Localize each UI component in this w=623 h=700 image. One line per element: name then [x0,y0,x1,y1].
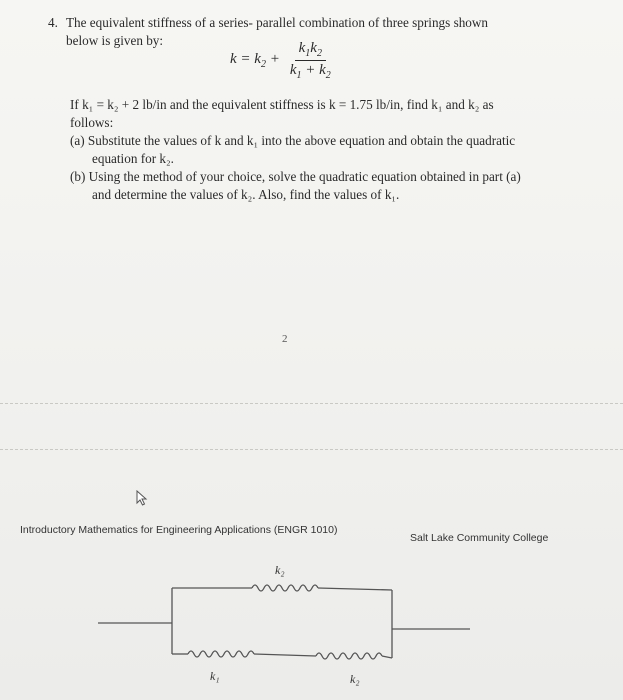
formula-numerator: $k_1k_2$ [295,40,326,61]
page-number: 2 [282,333,288,345]
bottom-springs-series [172,651,392,659]
given-line-1: If k₁ = k₂ + 2 lb/in and the equivalent stiffness is k = 1.75 lb/in, find k₁ and k₂ as [70,97,494,112]
part-b [70,168,590,204]
part-a [70,132,590,168]
given-line-2: follows: [70,115,114,130]
course-title: Introductory Mathematics for Engineering Applications (ENGR 1010) [20,524,338,536]
mouse-cursor-icon [135,490,149,506]
top-spring-label: k₂ [275,563,285,577]
part-b-line-2: and determine the values of k₂. Also, find the values of k₁. [92,187,400,202]
bottom-right-spring-label: k₂ [350,672,360,686]
college-name: Salt Lake Community College [410,532,549,544]
given-conditions [70,96,590,204]
problem-number: 4. [48,15,58,30]
formula-fraction [286,40,335,81]
spring-diagram [0,550,623,700]
page-divider-bottom [0,449,623,450]
part-a-line-2: equation for k₂. [92,151,174,166]
part-b-line-1: (b) Using the method of your choice, solve the quadratic equation obtained in part (a) [70,169,521,184]
formula-denominator: $k_1 + k_2$ [289,62,331,81]
formula-lhs: $k = k_2$ + [230,51,280,70]
top-spring-k2 [172,585,392,591]
problem-line-2: below is given by: [66,33,164,48]
part-a-line-1: (a) Substitute the values of k and k₁ into the above equation and obtain the quadratic [70,133,516,148]
page-divider-top [0,403,623,404]
problem-line-1: The equivalent stiffness of a series- parallel combination of three springs shown [66,15,489,30]
equivalent-stiffness-formula [230,40,335,81]
bottom-left-spring-label: k₁ [210,669,220,683]
